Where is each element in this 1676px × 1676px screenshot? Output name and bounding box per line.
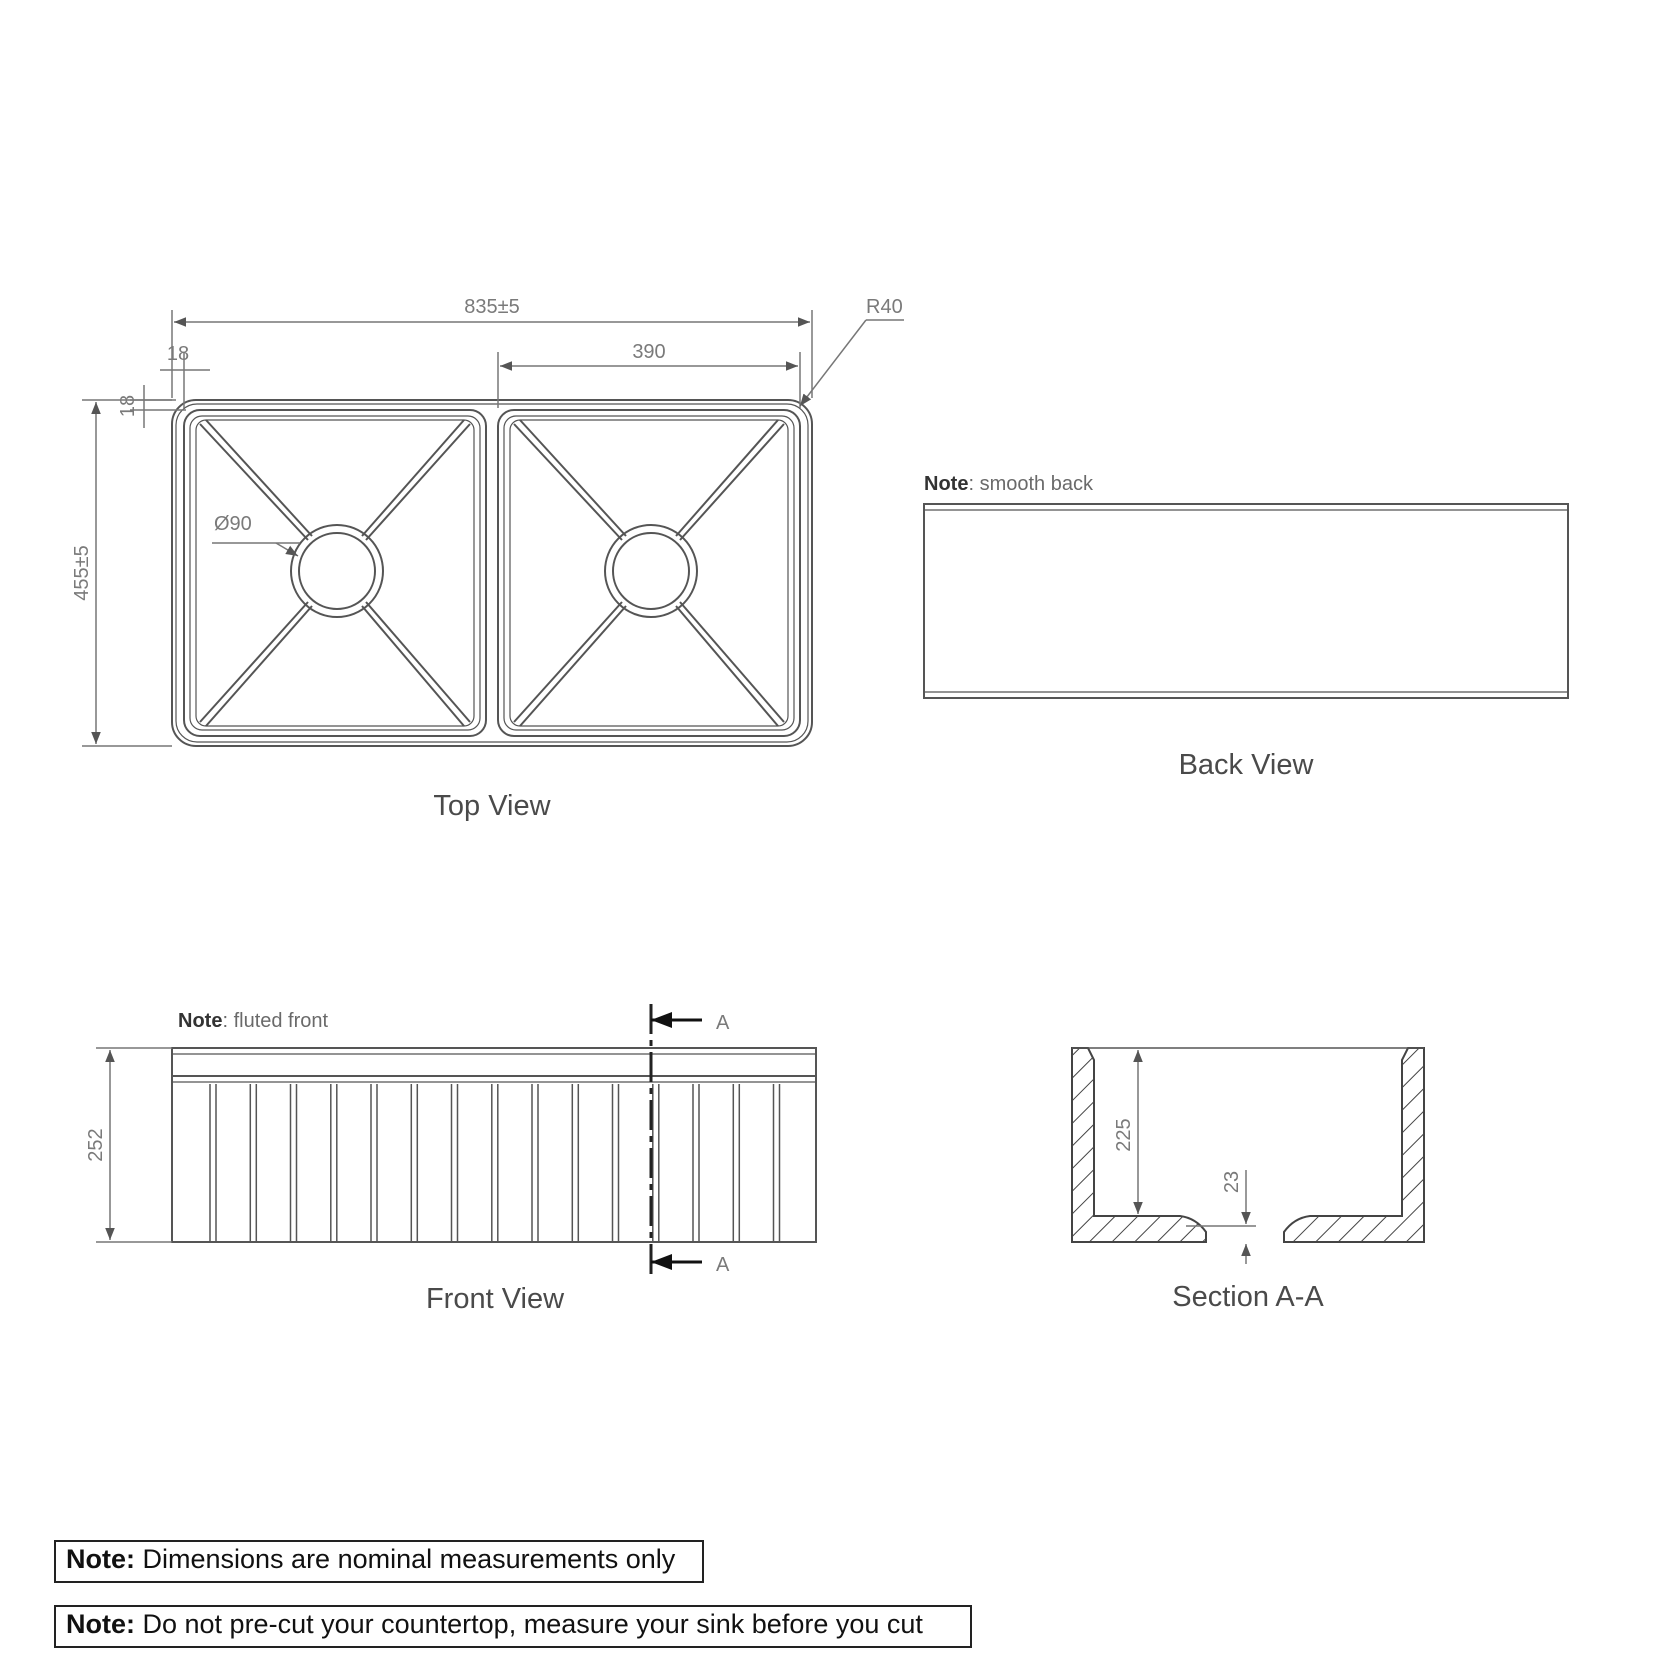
back-view-note: Note: smooth back xyxy=(924,473,1093,495)
front-view-title: Front View xyxy=(425,1283,565,1315)
left-basin xyxy=(184,410,486,736)
front-panel xyxy=(172,1048,816,1242)
back-view-title: Back View xyxy=(1178,749,1314,781)
right-basin xyxy=(498,410,800,736)
top-view-title: Top View xyxy=(433,790,551,822)
note-label: Note: xyxy=(66,1544,135,1574)
back-view xyxy=(924,504,1568,698)
section-marker-top: A xyxy=(716,1012,730,1034)
note-countertop-warning xyxy=(54,1605,972,1648)
back-panel xyxy=(924,504,1568,698)
section-marker-bottom: A xyxy=(716,1254,730,1276)
section-view xyxy=(1072,1048,1424,1264)
dim-front-height: 252 xyxy=(85,1128,107,1162)
note-text: Dimensions are nominal measurements only xyxy=(135,1544,676,1574)
left-drain xyxy=(291,525,383,617)
flutes xyxy=(210,1084,780,1242)
dim-rim-x: 18 xyxy=(166,343,190,365)
right-drain xyxy=(605,525,697,617)
dim-overall-width: 455±5 xyxy=(71,545,93,601)
section-profile xyxy=(1072,1048,1206,1242)
dim-section-depth: 225 xyxy=(1113,1118,1135,1152)
dim-drain-diameter: Ø90 xyxy=(214,513,252,535)
sink-outline xyxy=(172,400,812,746)
dim-base-thickness: 23 xyxy=(1221,1170,1243,1194)
dim-basin-length: 390 xyxy=(632,341,666,363)
front-view xyxy=(96,1004,816,1280)
dim-overall-length: 835±5 xyxy=(464,296,520,318)
note-nominal-dimensions xyxy=(54,1540,704,1583)
note-text: Do not pre-cut your countertop, measure your sink before you cut xyxy=(135,1609,923,1639)
dim-rim-y: 18 xyxy=(117,394,139,418)
section-view-title: Section A-A xyxy=(1172,1281,1324,1313)
front-view-note: Note: fluted front xyxy=(178,1010,329,1032)
top-view xyxy=(82,310,904,746)
note-label: Note: xyxy=(66,1609,135,1639)
dim-corner-radius: R40 xyxy=(866,296,903,318)
